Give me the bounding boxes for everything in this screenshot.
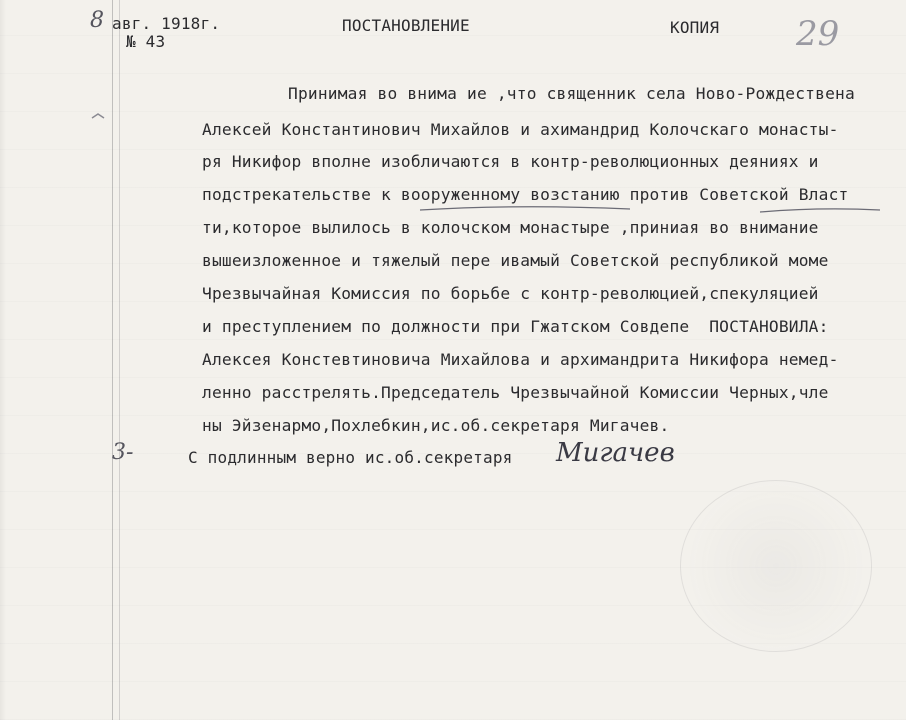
body-line: вышеизложенное и тяжелый пере ивамый Советской республикой моме xyxy=(202,251,829,270)
body-line: Принимая во внима ие ,что священник села Ново-Рождествена xyxy=(288,84,855,103)
body-line: ны Эйзенармо,Похлебкин,ис.об.секретаря Мигачев. xyxy=(202,416,670,435)
handwritten-page-number: 29 xyxy=(796,14,840,54)
certification-text: С подлинным верно ис.об.секретаря xyxy=(188,448,513,467)
body-line: Алексей Константинович Михайлов и ахимандрид Колочскаго монасты- xyxy=(202,120,839,139)
signature: Мигачев xyxy=(556,438,675,468)
body-line: ленно расстрелять.Председатель Чрезвычайной Комиссии Черных,чле xyxy=(202,383,829,402)
document-date: авг. 1918г. xyxy=(112,14,221,33)
body-line: ти,которое вылилось в колочском монастыре ,приниая во внимание xyxy=(202,218,819,237)
handwritten-day: 8 xyxy=(90,8,104,33)
document-number: № 43 xyxy=(126,32,166,51)
handwritten-margin-mark: 3- xyxy=(112,440,134,465)
body-line: подстрекательстве к вооруженному возстанию против Советской Власт xyxy=(202,185,849,204)
body-line: ря Никифор вполне изобличаются в контр-революционных деяниях и xyxy=(202,152,819,171)
body-line: и преступлением по должности при Гжатском Совдепе ПОСТАНОВИЛА: xyxy=(202,317,829,336)
copy-label: КОПИЯ xyxy=(670,18,720,37)
body-line: Алексея Констевтиновича Михайлова и архимандрита Никифора немед- xyxy=(202,350,839,369)
body-line: Чрезвычайная Комиссия по борьбе с контр-революцией,спекуляцией xyxy=(202,284,819,303)
document-title: ПОСТАНОВЛЕНИЕ xyxy=(342,16,470,35)
